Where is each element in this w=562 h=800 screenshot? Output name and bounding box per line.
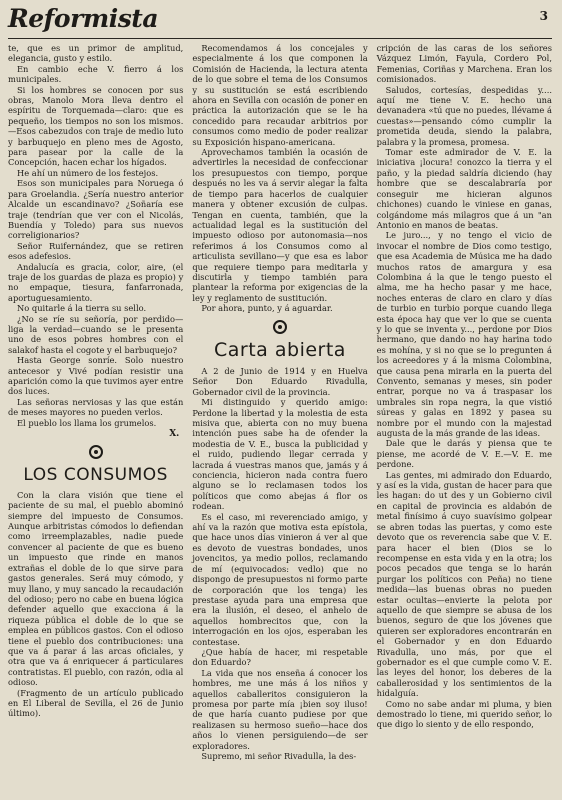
section-ornament bbox=[192, 320, 367, 336]
paragraph: Si los hombres se conocen por sus obras, Manolo Mora lleva dentro el espíritu de Torquemada—claro: que es pequeño, los tiempos no son los mismos.—Esos cabezudos con traje de medio luto y barbuquejo en pleno mes de Agosto, para pasear por la calle de la Concepción, hacen echar los hígados. bbox=[8, 84, 184, 168]
paragraph: Las gentes, mi admirado don Eduardo, y así es la vida, gustan de hacer para que les hagan: do ut des y un Gobierno civil en capital de provincia es aldabón de metal finísimo á cuyo suavísimo golpear se abren todas las puertas, y como este devoto que os reverencia sabe que V. E. para hacer el bien (Dios se lo recompense en esta vida y en la otra; los pocos pecados que tenga se lo harán purgar los políticos con Peña) no tiene medida—las buenas obras no pueden estar ocultas—envierte la pelota por aquello de que siempre se abusa de los buenos, seguro de que los jóvenes que quieren ser exploradores encontrarán en el Gobernador y en don Eduardo Rivadulla, uno más, por que el gobernador es el que cumple como V. E. las leyes del honor, los deberes de la caballerosidad y los sentimientos de la hidalguía. bbox=[376, 469, 552, 699]
author-signature: X. bbox=[169, 429, 180, 440]
page-header bbox=[8, 4, 552, 39]
paragraph: ¿No se ríe su señoría, por perdido—liga la verdad—cuando se le presenta uno de esos pobres hombres con el salakof hasta el cogote y el barbuquejo? bbox=[8, 313, 184, 355]
paragraph: Recomendamos á los concejales y especialmente á los que componen la Comisión de Hacienda, la lectura atenta de lo que sobre el tema de los Consumos y su sustitución se está escribiendo ahora en Sevilla con ocasión de poner en práctica la autorización que se le ha concedido para recaudar arbitrios por consumos como medio de poder realizar su Exposición hispano-americana. bbox=[192, 43, 368, 147]
paragraph: A 2 de Junio de 1914 y en Huelva Señor Don Eduardo Rivadulla, Gobernador civil de la provincia. bbox=[192, 365, 368, 397]
paragraph: Es el caso, mi reverenciado amigo, y ahí va la razón que motiva esta epístola, que hace unos días vinieron á ver al que es devoto de vuestras bondades, unos jovencitos, ya medio pollos, reclamando de mí (equivocados: vedlo) que no dispongo de presupuestos ni formo parte de corporación que los tenga) les prestase ayuda para una empresa que era la ilusión, el deseo, el anhelo de aquellos hombrecitos que, con la interrogación en los ojos, esperaban les contestase. bbox=[192, 511, 368, 647]
paragraph: Tomar este admirador de V. E. la iniciativa ¡locura! conozco la tierra y el paño, y la piedad saldría diciendo (hay hombre que se descalabraría por conseguir me hicieran algunos chichones) cuando le viniese en ganas, colgándome más milagros que á un "an Antonio en manos de beatas. bbox=[376, 147, 552, 230]
paragraph: cripción de las caras de los señores Vázquez Limón, Fayula, Cordero Pol, Femenias, Coriñas y Marchena. Eran los comisionados. bbox=[376, 43, 552, 85]
paragraph: ¿Que había de hacer, mi respetable don Eduardo? bbox=[192, 646, 368, 668]
paragraph: Como no sabe andar mi pluma, y bien demostrado lo tiene, mi querido señor, lo que digo lo siento y de ello respondo, bbox=[376, 698, 552, 730]
paragraph: Aprovechamos también la ocasión de advertirles la necesidad de confeccionar los presupuestos con tiempo, porque después no les va á servir alegar la falta de tiempo para hacerlos de cualquier manera y obtener excusión de culpas. Tengan en cuenta, también, que la actualidad legal es la sustitución del impuesto odioso por autonomasia—nos referimos á los Consumos como al articulista sevillano—y que esa es labor que requiere tiempo para meditarla y discutirla y tiempo también para plantear la reforma por exigencias de la ley y reglamento de sustitución. bbox=[192, 147, 368, 303]
section-ornament bbox=[8, 445, 183, 461]
paragraph: Hasta George sonríe. Solo nuestro antecesor y Vivé podían resistir una aparición como la que tuvimos ayer entre dos luces. bbox=[8, 355, 184, 397]
paragraph: No quitarle á la tierra su sello. bbox=[17, 303, 147, 314]
paragraph: Le juro..., y no tengo el vicio de invocar el nombre de Dios como testigo, que esa Academia de Música me ha dado muchos ratos de amargura y esa Colombina á la que le tengo puesto el alma, me ha hecho pasar y me hace, noches enteras de claro en claro y días de turbio en turbio porque cuando llega esta época hay que ver lo que se cuenta y lo que se inventa y..., perdone por Dios hermano, que dando no hay harina todo es mohína, y si no que se lo pregunten á los acreedores y á la misma Colombina, que causa pena mirarla en la puerta del Convento, semanas y meses, sin poder entrar, porque no va á traspasar los umbrales sin ropa negra, la que vistió súreas y galas en 1892 y pasea su nombre por el mundo con la majestad augusta de la más grande de las ideas. bbox=[376, 230, 552, 439]
section-title-consumos: LOS CONSUMOS bbox=[23, 464, 168, 485]
paragraph: Supremo, mi señor Rivadulla, la des- bbox=[201, 751, 357, 761]
column-1 bbox=[8, 43, 183, 761]
columns bbox=[8, 43, 552, 761]
paragraph: Dale que le darás y piensa que te piense, me acordé de V. E.—V. E. me perdone. bbox=[376, 438, 552, 470]
paragraph: Con la clara visión que tiene el paciente de su mal, el pueblo abominó siempre del impuesto de Consumos. Aunque arbitristas cómodos lo defiendan como irreemplazables, nadie puede convencer al paciente de que es bueno un impuesto que rinde en manos extrañas el doble de lo que sirve para gastos generales. Será muy cómodo, y muy llano, y muy sancado la recaudación del odioso; pero no cabe en buena lógica defender aquello que exacciona á la riqueza pública el doble de lo que se emplea en públicos gastos. Con el odioso tiene el pueblo dos contribuciones: una que va á parar á las arcas oficiales, y otra que va á enriquecer á particulares contratistas. El pueblo, con razón, odia al odioso. bbox=[8, 489, 184, 688]
paragraph: Esos son municipales para Noruega ó para Groelandia. ¿Sería nuestro anterior Alcalde un escandinavo? ¿Soñaría ese traje (tendrían que ver con el Nicolás, Buendía y Toledo) para sus nuevos correligionarios? bbox=[8, 178, 184, 241]
paragraph: Saludos, cortesías, despedidas y.... aquí me tiene V. E. hecho una devanadera «tú que no puedes, llévame á cuestas»—pensando cómo cumplir la prometida deuda, siendo la palabra, palabra y la promesa, promesa. bbox=[376, 84, 552, 147]
column-3 bbox=[377, 43, 552, 761]
section-title-carta-abierta: Carta abierta bbox=[214, 338, 346, 361]
paragraph: En cambio eche V. fierro á los municipales. bbox=[8, 63, 184, 85]
paragraph: Mi distinguido y querido amigo: Perdone la libertad y la molestia de esta misiva que, abierta con no muy buena intención pues sabe ha de ofender la modestia de V. E., busca la publicidad y el ruido, pudiendo llegar cerrada y lacrada á vuestras manos que, jamás y á conciencia, hicieron nada contra fuero alguno se lo reclamasen todos los políticos que como abejas á flor os rodean. bbox=[192, 397, 368, 512]
paragraph: Señor Ruifernández, que se retiren esos adefesios. bbox=[8, 240, 184, 262]
paragraph: (Fragmento de un artículo publicado en El Liberal de Sevilla, el 26 de Junio último). bbox=[8, 687, 184, 719]
paragraph: Por ahora, punto, y á aguardar. bbox=[201, 303, 333, 314]
paragraph: te, que es un primor de amplitud, elegancia, gusto y estilo. bbox=[8, 43, 184, 64]
paragraph: He ahí un número de los festejos. bbox=[17, 167, 159, 178]
paragraph: Andalucía es gracia, color, aire, (el traje de los guardas de plaza es propio) y no empaque, tiesura, fanfarronada, aportuguesamiento. bbox=[8, 261, 184, 303]
paragraph: Las señoras nerviosas y las que están de meses mayores no pueden verlos. bbox=[8, 396, 184, 418]
paragraph: La vida que nos enseña á conocer los hombres, me une más á los niños y aquellos caballeritos consiguieron la promesa por parte mía ¡bien soy iluso! de que haría cuanto pudiese por que realizasen su hermoso sueño—hace dos años lo vienen persiguiendo—de ser exploradores. bbox=[192, 667, 368, 751]
page-number: 3 bbox=[539, 9, 548, 23]
ring-ornament-icon bbox=[89, 445, 103, 459]
column-2 bbox=[192, 43, 367, 761]
ring-ornament-icon bbox=[273, 320, 287, 334]
paragraph: El pueblo los llama los grumelos. bbox=[17, 417, 157, 428]
masthead: Reformista bbox=[8, 4, 159, 33]
